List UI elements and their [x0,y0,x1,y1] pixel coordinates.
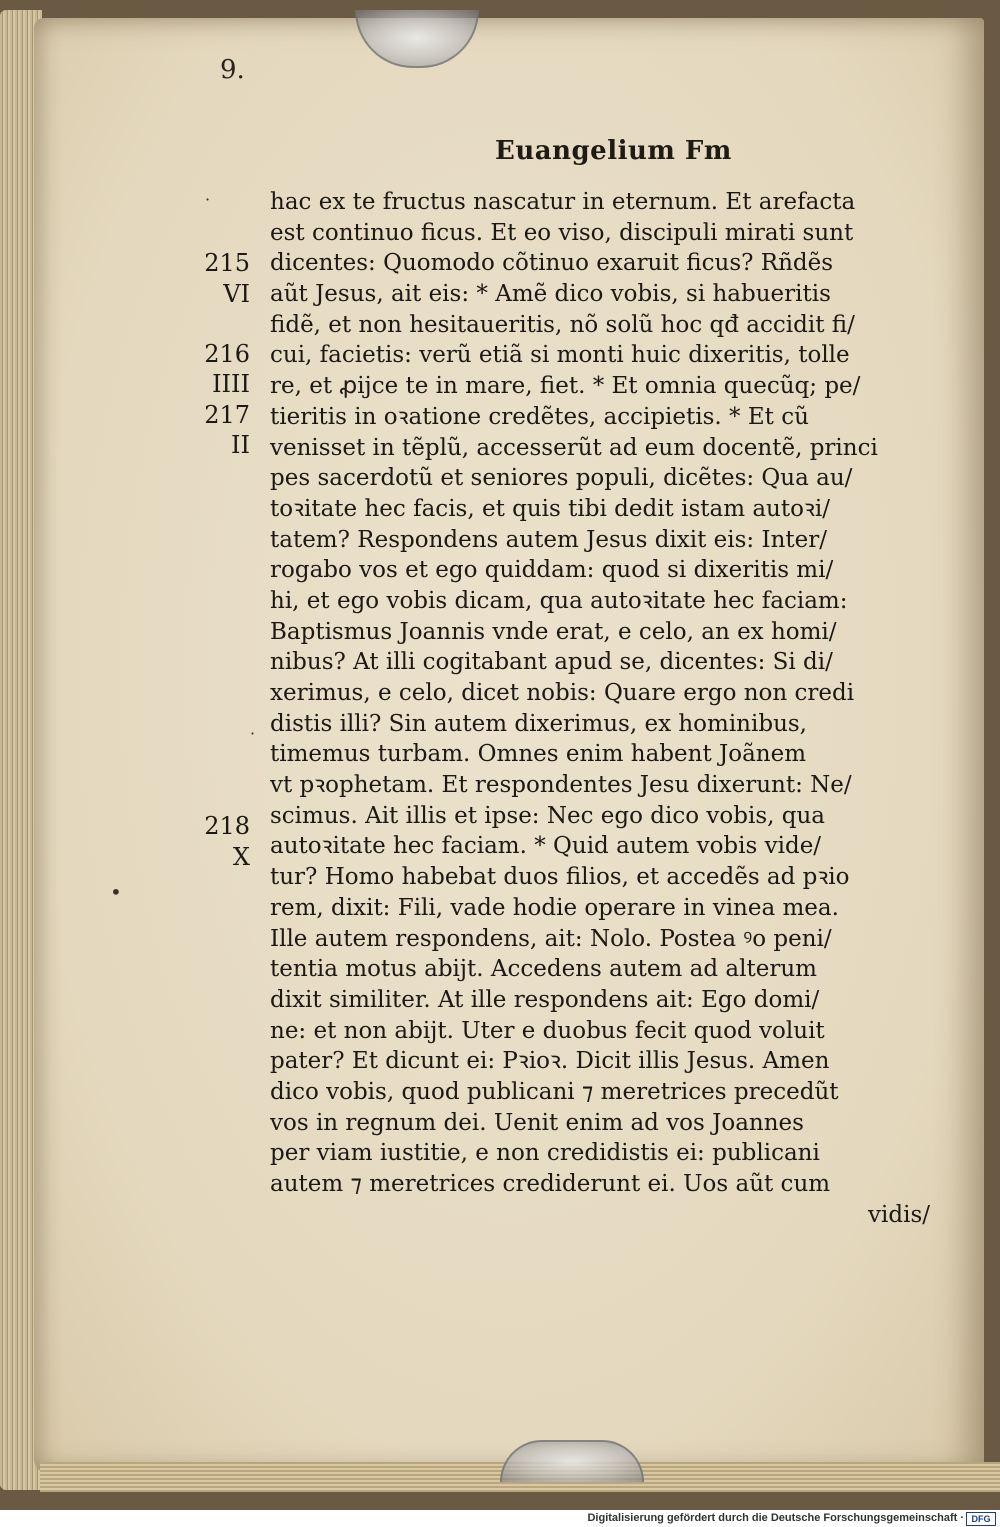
text-line: dico vobis, quod publicani ⁊ meretrices precedũt [270,1078,839,1105]
text-line: Baptismus Joannis vnde erat, e celo, an ex homi/ [270,618,837,645]
margin-number: IIII [212,370,250,398]
text-line: tur? Homo habebat duos filios, et accedẽs ad pꝛio [270,864,850,891]
text-line: dicentes: Quomodo cõtinuo exaruit ficus? Rñdẽs [270,250,834,277]
text-line: vidis/ [868,1201,930,1228]
text-line: hi, et ego vobis dicam, qua autoꝛitate hec faciam: [270,587,848,614]
text-line: Ille autem respondens, ait: Nolo. Postea ꝰo peni/ [270,925,832,952]
ink-dot: · [205,190,211,209]
ink-dot: · [250,724,256,743]
text-block [270,187,930,1230]
footer [0,1510,1000,1527]
text-line: xerimus, e celo, dicet nobis: Quare ergo non credi [270,680,855,706]
text-line: fidẽ, et non hesitaueritis, nõ solũ hoc qđ accidit fi/ [270,311,855,338]
text-line: vt pꝛophetam. Et respondentes Jesu dixerunt: Ne/ [270,772,852,799]
margin-number: VI [223,280,250,308]
margin-number: X [232,843,250,871]
text-line: dixit similiter. At ille respondens ait: Ego domi/ [270,986,820,1013]
text-line: tatem? Respondens autem Jesus dixit eis: Inter/ [270,526,827,553]
margin-number: II [231,431,250,459]
margin-number: 216 [204,340,250,368]
text-line: tieritis in oꝛatione credẽtes, accipietis. * Et cũ [270,403,809,430]
margin-number: 217 [204,401,250,429]
text-line: timemus turbam. Omnes enim habent Joãnem [270,741,807,768]
text-line: vos in regnum dei. Uenit enim ad vos Joannes [270,1109,804,1136]
text-line: est continuo ficus. Et eo viso, discipuli mirati sunt [270,219,854,246]
text-line: nibus? At illi cogitabant apud se, dicentes: Si di/ [270,649,833,676]
text-line: autoꝛitate hec faciam. * Quid autem vobis vide/ [270,833,822,860]
text-line: per viam iustitie, e non credidistis ei: publicani [270,1140,820,1167]
folio-number: 9. [220,55,245,85]
text-line: hac ex te fructus nascatur in eternum. Et arefacta [270,189,856,215]
text-line: scimus. Ait illis et ipse: Nec ego dico vobis, qua [270,802,825,829]
text-line: aũt Jesus, ait eis: * Amẽ dico vobis, si habueritis [270,281,831,308]
text-line: tentia motus abijt. Accedens autem ad alterum [270,956,817,983]
margin-number: 215 [204,249,250,277]
margin-number: 218 [204,812,250,840]
text-line: pes sacerdotũ et seniores populi, dicẽtes: Qua au/ [270,465,853,492]
text-line: ne: et non abijt. Uter e duobus fecit quod voluit [270,1017,825,1044]
text-line: re, et ꝓijce te in mare, fiet. * Et omnia quecũq; pe/ [270,373,861,400]
text-line: autem ⁊ meretrices crediderunt ei. Uos aũt cum [270,1171,831,1197]
text-line: pater? Et dicunt ei: Pꝛioꝛ. Dicit illis Jesus. Amen [270,1048,830,1075]
running-head: Euangelium Fm [495,136,732,166]
footer-credit: Digitalisierung gefördert durch die Deutsche Forschungsgemeinschaft · [587,1512,964,1524]
clip-bottom-icon [500,1440,644,1482]
dfg-logo-icon: DFG [966,1512,996,1526]
text-line: rogabo vos et ego quiddam: quod si dixeritis mi/ [270,557,834,584]
text-line: cui, facietis: verũ etiã si monti huic dixeritis, tolle [270,342,850,369]
text-line: venisset in tẽplũ, accesserũt ad eum docentẽ, princi [270,434,878,461]
text-line: toꝛitate hec facis, et quis tibi dedit istam autoꝛi/ [270,495,830,522]
text-line: distis illi? Sin autem dixerimus, ex hominibus, [270,710,807,737]
ink-blot-icon: • [110,880,122,904]
text-line: rem, dixit: Fili, vade hodie operare in vinea mea. [270,894,839,921]
